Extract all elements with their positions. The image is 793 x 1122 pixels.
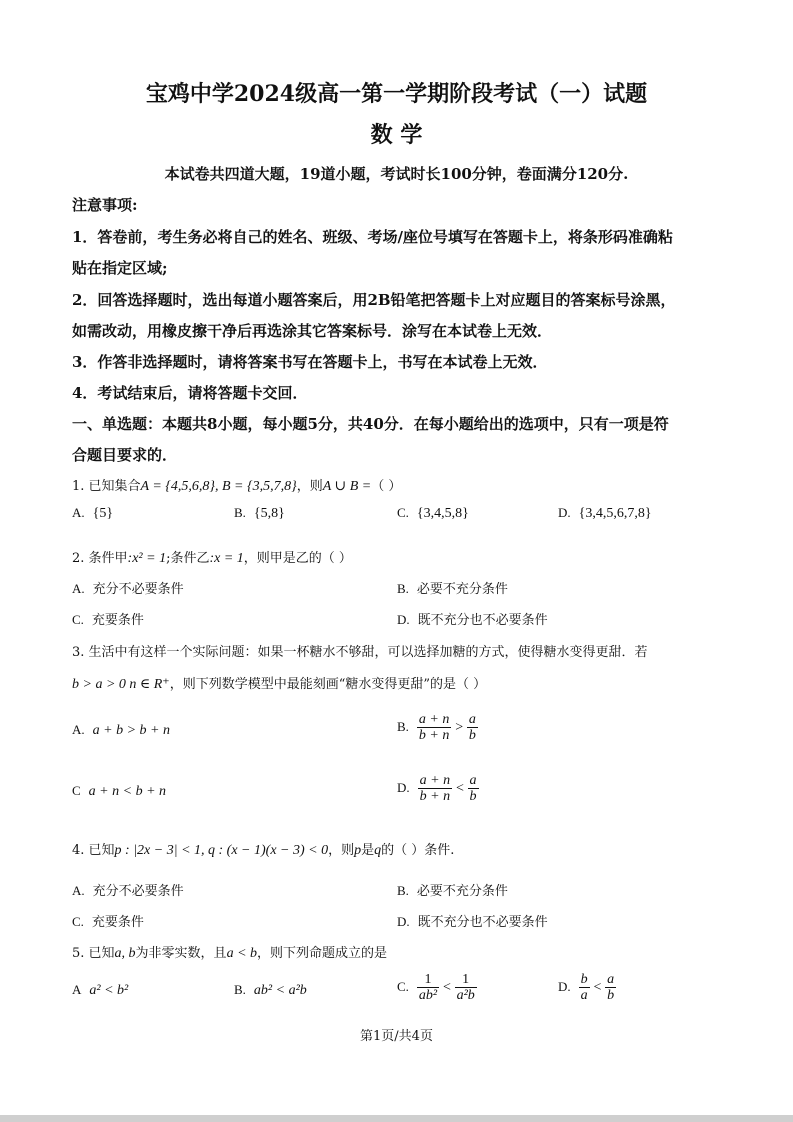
question-3: 3. 生活中有这样一个实际问题：如果一杯糖水不够甜，可以选择加糖的方式，使得糖水变得更甜．若 — [72, 645, 648, 660]
q2-suffix: ，则甲是乙的（ ） — [243, 551, 352, 566]
q3-option-d — [397, 773, 479, 804]
option-label: A. — [72, 581, 85, 596]
q2-option-a — [72, 578, 184, 597]
q1-option-b — [234, 505, 285, 522]
q4-option-d — [397, 911, 548, 930]
option-label: A. — [72, 505, 85, 520]
q1-option-c — [397, 505, 469, 522]
option-text: {3,4,5,8} — [416, 506, 469, 521]
notice-line: 1．答卷前，考生务必将自己的姓名、班级、考场/座位号填写在答题卡上，将条形码准确粘 — [72, 228, 673, 246]
option-label: B. — [397, 581, 409, 596]
q4-suffix: 的（ ）条件. — [381, 843, 455, 858]
exam-intro: 本试卷共四道大题，19道小题，考试时长100分钟，卷面满分120分. — [164, 165, 629, 183]
q2-mid: ;条件乙 — [166, 551, 210, 566]
option-text: 充分不必要条件 — [92, 884, 184, 899]
q4-option-b — [397, 880, 508, 899]
option-text: 充要条件 — [91, 915, 144, 930]
question-3-cont — [72, 673, 486, 693]
q3-option-b — [397, 712, 478, 743]
option-text: {5} — [92, 506, 114, 521]
q4-math3: q — [374, 843, 382, 858]
q1-math2: A ∪ B = — [322, 479, 372, 494]
option-math: a² < b² — [89, 983, 129, 998]
option-text: {3,4,5,6,7,8} — [578, 506, 652, 521]
q1-suffix: （ ） — [371, 479, 402, 494]
q4-math: p : |2x − 3| < 1, q : (x − 1)(x − 3) < 0 — [114, 843, 329, 858]
option-label: A. — [72, 883, 85, 898]
q5-option-b — [234, 982, 307, 999]
fraction: $\frac{a}{b}$ — [469, 773, 477, 804]
q5-prefix: 5. 已知 — [72, 946, 115, 961]
q3-math: b > a > 0 n ∈ R⁺ — [72, 677, 170, 692]
q1-option-d — [558, 505, 652, 522]
page-number: 第1页/共4页 — [360, 1029, 433, 1044]
q1-prefix: 1. 已知集合 — [72, 479, 141, 494]
q2-math2: :x = 1 — [209, 551, 244, 566]
q2-prefix: 2. 条件甲 — [72, 551, 128, 566]
q4-prefix: 4. 已知 — [72, 843, 115, 858]
fraction: $\frac{a}{b}$ — [468, 712, 476, 743]
option-label: C. — [72, 914, 84, 929]
q4-mid: ，则 — [328, 843, 355, 858]
option-text: 充分不必要条件 — [92, 582, 184, 597]
q5-math2: a < b — [226, 946, 258, 961]
fraction: $\frac{1}{\text{a²b}}$ — [456, 972, 475, 1003]
page-bottom-divider — [0, 1115, 793, 1122]
operator: > — [454, 720, 464, 735]
option-text: 必要不充分条件 — [416, 884, 508, 899]
q4-option-a — [72, 880, 184, 899]
option-text: 必要不充分条件 — [416, 582, 508, 597]
operator: < — [455, 781, 465, 796]
question-1 — [72, 475, 401, 495]
notice-line: 4．考试结束后，请将答题卡交回． — [72, 384, 308, 402]
option-label: B. — [234, 982, 246, 997]
subject-title: 数 学 — [370, 122, 423, 148]
option-label: B. — [397, 719, 409, 734]
option-math: a + n < b + n — [88, 784, 167, 799]
q5-suffix: ，则下列命题成立的是 — [257, 946, 388, 961]
section-heading: 一、单选题：本题共8小题，每小题5分，共40分．在每小题给出的选项中，只有一项是符 — [72, 415, 669, 433]
notice-heading: 注意事项: — [72, 196, 138, 214]
q2-option-c — [72, 609, 144, 628]
fraction: $\frac{a + n}{b + n}$ — [419, 773, 451, 804]
option-label: A — [72, 982, 82, 997]
option-label: A. — [72, 722, 85, 737]
option-text: 既不充分也不必要条件 — [417, 613, 548, 628]
option-text: 既不充分也不必要条件 — [417, 915, 548, 930]
q3-suffix: ，则下列数学模型中最能刻画“糖水变得更甜”的是（ ） — [169, 677, 487, 692]
question-5 — [72, 942, 387, 962]
notice-line: 贴在指定区域; — [72, 259, 168, 277]
q5-option-a — [72, 982, 128, 999]
fraction: $\frac{1}{\text{ab²}}$ — [418, 972, 438, 1003]
option-label: B. — [234, 505, 246, 520]
fraction: $\frac{a}{b}$ — [607, 972, 615, 1003]
option-text: {5,8} — [253, 506, 285, 521]
option-label: D. — [397, 612, 410, 627]
option-label: D. — [397, 914, 410, 929]
notice-line: 3．作答非选择题时，请将答案书写在答题卡上，书写在本试卷上无效． — [72, 353, 548, 371]
option-math: ab² < a²b — [253, 983, 307, 998]
fraction: $\frac{b}{a}$ — [580, 972, 588, 1003]
q1-mid: ，则 — [296, 479, 323, 494]
notice-line: 如需改动，用橡皮擦干净后再选涂其它答案标号．涂写在本试卷上无效． — [72, 322, 553, 340]
q5-option-d — [558, 972, 616, 1003]
fraction: $\frac{a + n}{b + n}$ — [418, 712, 450, 743]
option-label: D. — [558, 505, 571, 520]
notice-line: 2．回答选择题时，选出每道小题答案后，用2B铅笔把答题卡上对应题目的答案标号涂黑， — [72, 291, 676, 309]
q5-math: a, b — [114, 946, 136, 961]
option-label: C. — [72, 612, 84, 627]
q2-math: :x² = 1 — [127, 551, 167, 566]
q4-option-c — [72, 911, 144, 930]
question-2 — [72, 547, 352, 567]
q5-option-c — [397, 972, 477, 1003]
option-label: D. — [558, 979, 571, 994]
q1-math: A = {4,5,6,8}, B = {3,5,7,8} — [140, 479, 297, 494]
q2-option-d — [397, 609, 548, 628]
option-text: 充要条件 — [91, 613, 144, 628]
exam-title: 宝鸡中学2024级高一第一学期阶段考试（一）试题 — [145, 81, 648, 107]
option-label: C — [72, 783, 81, 798]
option-label: B. — [397, 883, 409, 898]
question-4 — [72, 839, 454, 859]
operator: < — [442, 980, 452, 995]
option-label: C. — [397, 979, 409, 994]
q4-mid2: 是 — [361, 843, 375, 858]
q1-option-a — [72, 505, 113, 522]
q4-math2: p — [354, 843, 362, 858]
q3-option-c — [72, 783, 166, 800]
operator: < — [592, 980, 603, 995]
q5-mid: 为非零实数，且 — [135, 946, 227, 961]
option-math: a + b > b + n — [92, 723, 170, 738]
q3-option-a — [72, 722, 170, 739]
q2-option-b — [397, 578, 508, 597]
section-heading-cont: 合题目要求的． — [72, 446, 178, 464]
option-label: D. — [397, 780, 410, 795]
option-label: C. — [397, 505, 409, 520]
